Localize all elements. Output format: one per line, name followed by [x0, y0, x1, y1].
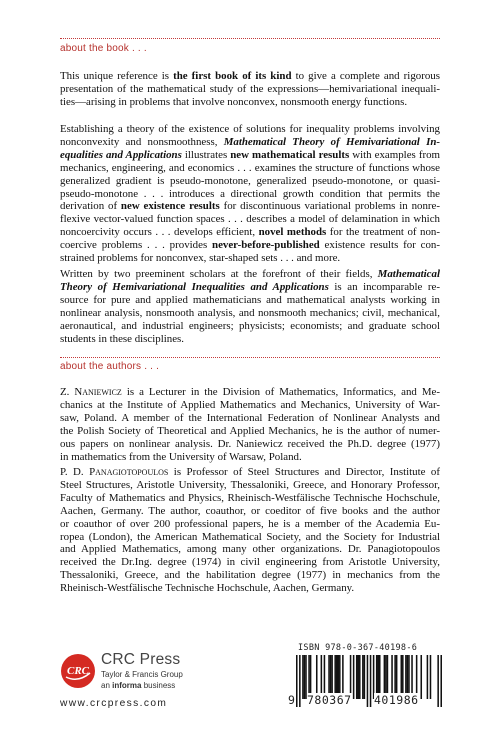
- publisher-url: www.crcpress.com: [60, 698, 168, 709]
- text-line: saw, Poland. A member of the International Federation of Nonlinear Analysts and: [60, 411, 440, 424]
- barcode-bar: [359, 655, 361, 699]
- barcode-bar: [296, 655, 298, 707]
- text-line: P. D. Panagiotopoulos is Professor of Steel Structures and Director, Institute of: [60, 466, 440, 478]
- top-divider: [60, 38, 440, 39]
- about-authors-heading: about the authors . . .: [60, 361, 160, 372]
- logo-text: CRC: [66, 665, 90, 677]
- text-line: derivation of new existence results for discontinuous variational problems in nonre-: [60, 200, 440, 213]
- publisher-business-line: an informa business: [101, 681, 176, 690]
- isbn-label: ISBN 978-0-367-40198-6: [298, 643, 418, 653]
- barcode-lead-digit: 9: [288, 693, 296, 707]
- barcode-bar: [437, 655, 439, 707]
- text-line: Z. Naniewicz is a Lecturer in the Division of Mathematics, Informatics, and Me-: [60, 386, 440, 398]
- barcode-bar: [357, 655, 359, 699]
- text-line: presentation of the mathematical study of the expressions—hemivariational inequali-: [60, 82, 440, 95]
- barcode-bar: [299, 655, 301, 707]
- barcode-bar: [370, 655, 372, 707]
- text-line: Aachen, Germany. The author, coauthor, or coeditor of five books and the author: [60, 504, 440, 517]
- author-panagiotopoulos-bio: [60, 466, 440, 595]
- text-line: generalized gradient is pseudo-monotone, generalized pseudo-monotone, or quasi-: [60, 174, 440, 187]
- barcode-right-digits: 401986: [374, 693, 419, 707]
- text-line: Thessaloniki, Greece, and the habilitation degree (1977) in mechanics from the: [60, 569, 440, 582]
- text-line: nonlinear analysis, nonsmooth analysis, and nonsmooth mechanics; civil, mechanical,: [60, 306, 440, 319]
- text-line: Rheinisch-Westfälische Technische Hochschule, Aachen, Germany.: [60, 582, 355, 595]
- text-line: ous papers on nonlinear analysis. Dr. Naniewicz received the Ph.D. degree (1977): [60, 437, 440, 450]
- text-line: or coauthor of over 200 professional papers, he is a member of the Academia Eu-: [60, 517, 440, 530]
- text-line: nonconvexity and nonsmoothness, Mathematical Theory of Hemivariational In-: [60, 135, 441, 148]
- text-line: strained problems for nonconvex, star-shaped sets . . . and more.: [60, 252, 341, 265]
- about-book-paragraph-1: [60, 70, 440, 109]
- barcode-bar: [362, 655, 364, 699]
- text-line: and Applied Mathematics, among many other organizations. Dr. Panagiotopoulos: [60, 543, 440, 556]
- publisher-group: Taylor & Francis Group: [101, 670, 183, 679]
- barcode-bar: [304, 655, 306, 699]
- text-line: ties—arising in problems that involve nonconvex, nonsmooth energy functions.: [60, 95, 408, 108]
- text-line: received the Dr.Ing. degree (1974) in civil engineering from Aristotle University,: [60, 556, 440, 569]
- text-line: Steel Structures, Aristotle University, Thessaloniki, Greece, and Honorary Professor,: [60, 478, 440, 491]
- barcode-bar: [356, 655, 358, 699]
- text-line: aeronautical, and industrial engineers; physicists; economists; and graduate school: [60, 319, 440, 332]
- authors-divider: [60, 357, 440, 358]
- text-line: source for pure and applied mathematicians and mathematical analysts working in: [60, 293, 440, 306]
- publisher-name: CRC Press: [101, 651, 181, 668]
- text-line: Written by two preeminent scholars at the forefront of their fields, Mathematical: [60, 268, 440, 280]
- barcode-bar: [440, 655, 442, 707]
- text-line: coercive problems . . . provides never-before-published existence results for con-: [60, 239, 441, 252]
- barcode-bar: [420, 655, 422, 699]
- barcode-bar: [427, 655, 429, 699]
- about-book-heading: about the book . . .: [60, 43, 147, 54]
- barcode-bar: [364, 655, 366, 699]
- about-book-paragraph-3: [60, 268, 440, 345]
- barcode-left-digits: 780367: [307, 693, 352, 707]
- text-line: This unique reference is the first book of its kind to give a complete and rigorous: [60, 70, 440, 82]
- text-line: Theory of Hemivariational Inequalities and Applications is an incomparable re-: [60, 280, 440, 293]
- about-book-paragraph-2: [60, 123, 440, 265]
- text-line: noncoercivity occurs . . . develops efficient, novel methods for the treatment of non-: [60, 226, 441, 239]
- text-line: equalities and Applications illustrates new mathematical results with examples from: [60, 148, 440, 161]
- crc-press-logo: [60, 653, 96, 689]
- text-line: pseudo-monotone . . . introduces a directional growth condition that permits the: [60, 187, 440, 200]
- text-line: mechanics, engineering, and economics . . . examines the structure of functions whose: [60, 161, 440, 174]
- text-line: the Polish Society of Theoretical and Applied Mechanics, he is the author of numer-: [60, 424, 440, 437]
- text-line: chanics at the Institute of Applied Mathematics and Mechanics, University of War-: [60, 398, 440, 411]
- text-line: Faculty of Mathematics and Physics, Rheinisch-Westfälische Technische Hochschule,: [60, 491, 440, 504]
- text-line: students in these disciplines.: [60, 332, 185, 345]
- barcode-bar: [353, 655, 355, 699]
- barcode-bar: [430, 655, 432, 699]
- barcode-bar: [302, 655, 304, 699]
- text-line: flexive vector-valued function spaces . . . describes a model of delamination in which: [60, 213, 440, 226]
- text-line: Establishing a theory of the existence of solutions for inequality problems involving: [60, 123, 440, 135]
- barcode-bar: [367, 655, 369, 707]
- text-line: in mathematics from the University of Warsaw, Poland.: [60, 450, 302, 463]
- author-naniewicz-bio: [60, 386, 440, 463]
- text-line: ropea (London), the American Mathematical Society, and the Society for Industrial: [60, 530, 440, 543]
